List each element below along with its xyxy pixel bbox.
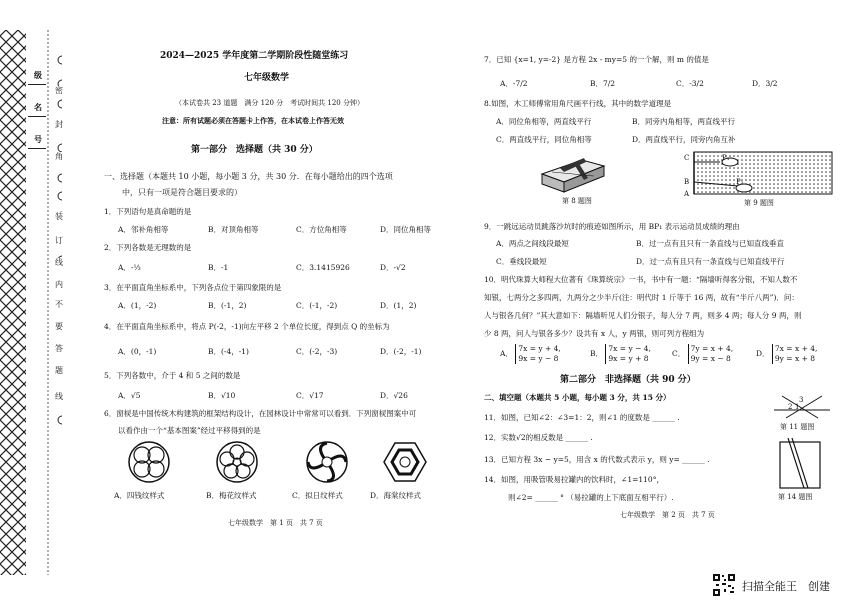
seal-char: 封 — [55, 120, 63, 129]
q10-option-label: B． — [590, 349, 604, 358]
q10-option-label: D． — [756, 349, 770, 358]
page-footer-left: 七年级数学 第 1 页 共 7 页 — [228, 519, 323, 527]
exam-title: 2024—2025 学年度第二学期阶段性随堂练习 — [160, 51, 349, 61]
q11-figure-caption: 第 11 题图 — [780, 423, 815, 431]
q10-line-2: 知银，七两分之多四两，九两分之少半斤(注：明代时 1 斤等于 16 两，故有“半斤八两”)．问： — [484, 293, 799, 302]
scanner-watermark-text: 扫描全能王 创建 — [742, 580, 830, 593]
q6-option-b[interactable]: B．梅花纹样式 — [206, 491, 257, 500]
q9-figure-caption: 第 9 题图 — [744, 199, 774, 207]
gutter-label-name: 名 — [34, 102, 42, 112]
q7-option-c[interactable]: C．-3/2 — [676, 79, 704, 88]
seal-char: 不 — [55, 300, 63, 309]
q5-option-b[interactable]: B．√10 — [208, 391, 236, 400]
q10-option-a[interactable] — [500, 344, 561, 364]
q8-figure-caption: 第 8 题图 — [562, 197, 592, 205]
q8-option-b[interactable]: B．同旁内角相等，两直线平行 — [632, 117, 736, 126]
q10-option-label: A． — [500, 349, 513, 358]
q6-stem-cont: 以看作由一个“基本图案”经过平移得到的是 — [118, 426, 261, 435]
q11-fig-label-1: 1 — [795, 403, 800, 411]
q13-stem: 13．已知方程 3x − y=5，用含 x 的代数式表示 y，则 y= ______ . — [484, 455, 710, 464]
binding-pattern — [0, 0, 62, 608]
q9-fig-label-p1: P₁ — [722, 154, 730, 162]
q1-option-a[interactable]: A．邻补角相等 — [118, 225, 169, 234]
q1-option-b[interactable]: B．对顶角相等 — [208, 225, 259, 234]
plum-blossom-pattern-figure — [214, 440, 260, 484]
q3-stem: 3．在平面直角坐标系中，下列各点位于第四象限的是 — [104, 283, 282, 292]
seal-char: 订 — [55, 236, 63, 245]
q7-option-a[interactable]: A．-7/2 — [500, 79, 528, 88]
q10-eq1: 7x = x + 4, — [774, 344, 818, 353]
q10-eq2: 9x = y − 8 — [518, 354, 559, 363]
q6-option-d[interactable]: D．海棠纹样式 — [370, 491, 422, 500]
q10-line-1: 10．明代珠算大师程大位著有《珠算统宗》一书，书中有一题：“隔墙听得客分银，不知人数不 — [484, 275, 798, 284]
gutter-line — [28, 116, 46, 117]
q7-option-b[interactable]: B．7/2 — [590, 79, 616, 88]
exam-subject: 七年级数学 — [244, 73, 290, 83]
q10-line-4: 少 8 两，问人与银各多少？设共有 x 人，y 两银，则可列方程组为 — [484, 329, 705, 338]
gutter-line — [28, 148, 46, 149]
q2-stem: 2．下列各数是无理数的是 — [104, 243, 192, 252]
q9-fig-label-a: A — [684, 190, 690, 198]
seal-char: 答 — [55, 344, 63, 353]
binding-gutter — [0, 0, 62, 608]
q4-option-d[interactable]: D．(-2，-1) — [380, 347, 422, 356]
q10-eq1: 7x = y − 4, — [608, 344, 651, 353]
q4-option-b[interactable]: B．(-4，-1) — [208, 347, 249, 356]
q14-figure-caption: 第 14 题图 — [778, 493, 813, 501]
seal-char: 线 — [55, 392, 63, 401]
q5-option-a[interactable]: A．√5 — [118, 391, 141, 400]
seal-char: 题 — [55, 366, 63, 375]
q2-option-c[interactable]: C．3.1415926 — [296, 263, 350, 272]
q2-option-a[interactable]: A．-⅓ — [118, 263, 141, 272]
q8-option-a[interactable]: A．同位角相等，两直线平行 — [496, 117, 592, 126]
seal-char: 要 — [55, 322, 63, 331]
q1-option-c[interactable]: C．方位角相等 — [296, 225, 347, 234]
q10-option-b[interactable] — [590, 344, 651, 364]
q6-stem: 6．窗棂是中国传统木构建筑的框架结构设计，在园林设计中常常可以看到．下列窗棂图案中可 — [104, 409, 417, 418]
q10-eq2: 9x = y + 8 — [608, 354, 649, 363]
q14-stem-cont: 则∠2= ______ ° （易拉罐的上下底面互相平行）. — [508, 493, 674, 502]
q10-option-c[interactable] — [672, 344, 733, 364]
q9-fig-label-b: B — [684, 178, 690, 186]
part2-title: 第二部分 非选择题（共 90 分） — [560, 375, 696, 385]
part1-title: 第一部分 选择题（共 30 分） — [191, 145, 318, 155]
q11-fig-label-2: 2 — [788, 403, 793, 411]
q5-stem: 5．下列各数中，介于 4 和 5 之间的数是 — [104, 371, 241, 380]
sun-pattern-figure — [304, 440, 350, 484]
carpenter-square-figure — [538, 152, 608, 194]
q7-stem: 7．已知 {x=1, y=-2} 是方程 2x - my=5 的一个解，则 m 的值是 — [484, 55, 709, 64]
q10-line-3: 人与银各几何？”其大意如下：隔墙听见人们分银子，每人分 7 两，则多 4 两；每人分 9 两，则 — [484, 311, 802, 320]
q10-eq1: 7x = y + 4, — [518, 344, 561, 353]
seal-char: 密 — [55, 86, 63, 95]
q6-option-c[interactable]: C．拟日纹样式 — [292, 491, 343, 500]
seal-char: 内 — [55, 280, 63, 289]
q14-stem: 14．如图，用吸管吸易拉罐内的饮料时，∠1=110°， — [484, 475, 664, 484]
q1-option-d[interactable]: D．同位角相等 — [380, 225, 432, 234]
q2-option-d[interactable]: D．-√2 — [380, 263, 406, 272]
seal-char: 角 — [55, 152, 63, 161]
q8-option-c[interactable]: C．两直线平行，同位角相等 — [496, 135, 592, 144]
q10-eq2: 9y = x − 8 — [690, 354, 731, 363]
q10-eq2: 9y = x + 8 — [774, 354, 816, 363]
q5-option-d[interactable]: D．√26 — [380, 391, 408, 400]
q5-option-c[interactable]: C．√17 — [296, 391, 324, 400]
q8-stem: 8.如图，木工师傅常用角尺画平行线，其中的数学道理是 — [484, 99, 672, 108]
exam-notice: 注意：所有试题必须在答题卡上作答，在本试卷上作答无效 — [162, 116, 344, 125]
q11-stem: 11．如图，已知∠2：∠3=1：2，则∠1 的度数是 ______ . — [484, 413, 680, 422]
gutter-label-number: 号 — [34, 134, 42, 144]
q3-option-a[interactable]: A．(1，-2) — [118, 301, 157, 310]
q3-option-d[interactable]: D．(1，2) — [380, 301, 417, 310]
seal-char: 装 — [55, 212, 63, 221]
begonia-pattern-figure — [382, 440, 428, 484]
q4-option-c[interactable]: C．(-2，-3) — [296, 347, 338, 356]
q6-option-a[interactable]: A．四钱纹样式 — [114, 491, 165, 500]
q10-option-label: C． — [672, 349, 686, 358]
q9-stem: 9．一跳远运动员跳落沙坑时的痕迹如图所示，用 BP₁ 表示运动员成绩的理由 — [484, 222, 740, 231]
q9-fig-label-p2: P₂ — [736, 178, 744, 186]
section-intro: 一、选择题（本题共 10 小题，每小题 3 分，共 30 分．在每小题给出的四个选项 — [104, 172, 393, 181]
q9-option-a[interactable]: A．两点之间线段最短 — [496, 239, 569, 248]
seal-char: 线 — [55, 258, 63, 267]
q9-fig-label-c: C — [684, 154, 690, 162]
qr-code-icon — [712, 573, 736, 597]
q7-option-d[interactable]: D．3/2 — [752, 79, 778, 88]
q9-option-c[interactable]: C．垂线段最短 — [496, 257, 547, 266]
q4-option-a[interactable]: A．(0，-1) — [118, 347, 157, 356]
q10-option-d[interactable] — [756, 344, 817, 364]
section-intro-cont: 中，只有一项是符合题目要求的） — [122, 188, 242, 197]
part2-section-intro: 二、填空题（本题共 5 小题，每小题 3 分，共 15 分） — [484, 393, 671, 402]
page-footer-right: 七年级数学 第 2 页 共 7 页 — [620, 511, 715, 519]
q9-option-b[interactable]: B．过一点有且只有一条直线与已知直线垂直 — [636, 239, 785, 248]
q3-option-b[interactable]: B．(-1，2) — [208, 301, 247, 310]
four-coin-pattern-figure — [126, 440, 172, 484]
q12-stem: 12．实数√2的相反数是 ______ . — [484, 433, 593, 442]
gutter-line — [28, 84, 46, 85]
q9-option-d[interactable]: D．过一点有且只有一条直线与已知直线平行 — [636, 257, 785, 266]
q10-eq1: 7y = x + 4, — [690, 344, 734, 353]
gutter-label-class: 级 — [34, 70, 42, 80]
q4-stem: 4．在平面直角坐标系中，将点 P(-2，-1)向左平移 2 个单位长度，得到点 Q 的坐标为 — [104, 322, 390, 331]
q8-option-d[interactable]: D．两直线平行，同旁内角互补 — [632, 135, 736, 144]
q1-stem: 1．下列语句是真命题的是 — [104, 207, 192, 216]
q2-option-b[interactable]: B．-1 — [208, 263, 229, 272]
q3-option-c[interactable]: C．(-1，-2) — [296, 301, 338, 310]
q11-fig-label-3: 3 — [799, 396, 804, 404]
exam-info: （本试卷共 23 道题 满分 120 分 考试时间共 120 分钟） — [175, 99, 364, 107]
sand-pit-figure — [676, 150, 836, 196]
can-straw-figure — [774, 436, 828, 490]
